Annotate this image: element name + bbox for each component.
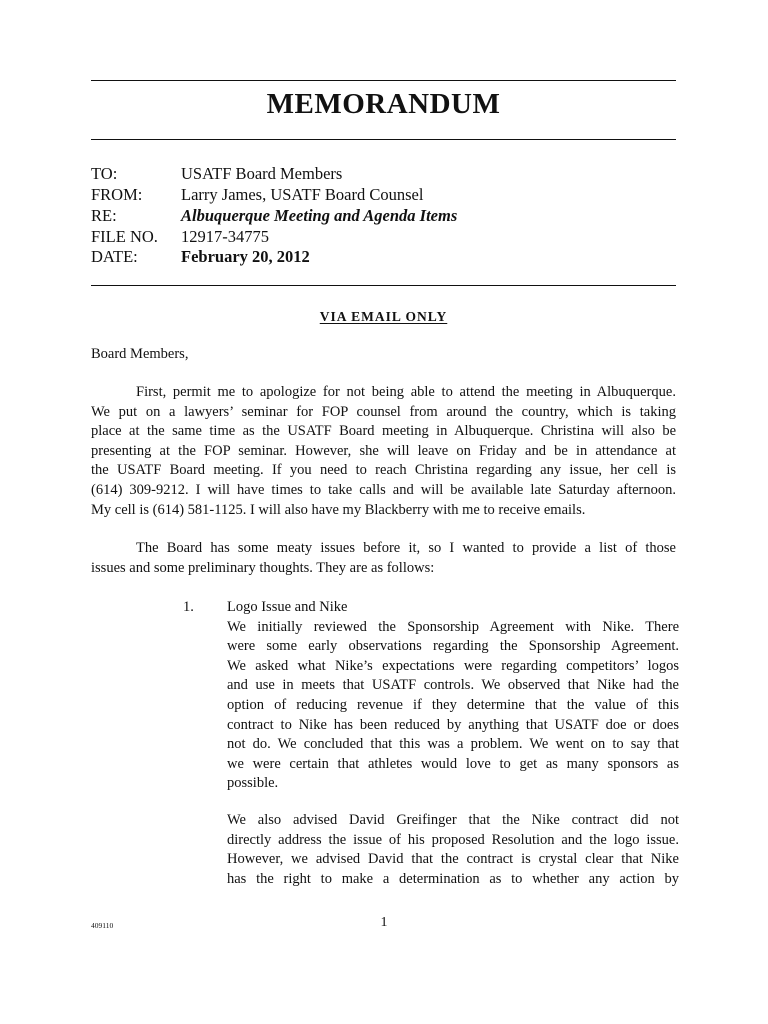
item-1-block-b (227, 811, 679, 889)
header-file-no-value: 12917-34775 (181, 227, 269, 246)
header-file-no-label: FILE NO. (91, 227, 158, 246)
paragraph-2 (91, 539, 676, 578)
top-rule (91, 80, 676, 81)
header-date (91, 246, 310, 267)
header-re-value: Albuquerque Meeting and Agenda Items (181, 206, 458, 225)
item-1-heading: Logo Issue and Nike (227, 599, 348, 615)
page-number: 1 (380, 915, 388, 930)
title-bottom-rule (91, 139, 676, 140)
item-1-line: has the right to make a determination as to whether any action by (227, 870, 679, 887)
item-1-line: possible. (227, 775, 279, 792)
header-re (91, 205, 457, 226)
document-code: 409110 (91, 921, 114, 930)
delivery-method-text: VIA EMAIL ONLY (319, 309, 448, 324)
item-1-line: option of reducing revenue if they determine that the value of this (227, 696, 679, 713)
item-1-line: we were certain that athletes would love to get as many sponsors as (227, 755, 679, 772)
header-bottom-rule (91, 285, 676, 286)
header-date-label: DATE: (91, 247, 138, 266)
item-1-line: We asked what Nike’s expectations were regarding competitors’ logos (227, 657, 679, 674)
header-from-label: FROM: (91, 185, 143, 204)
paragraph-1 (91, 383, 676, 520)
item-1-line: directly address the issue of his proposed Resolution and the logo issue. (227, 831, 679, 848)
delivery-method (91, 307, 676, 327)
paragraph-2-line: issues and some preliminary thoughts. They are as follows: (91, 559, 435, 576)
salutation: Board Members, (91, 346, 189, 362)
paragraph-1-line: First, permit me to apologize for not being able to attend the meeting in Albuquerque. (136, 384, 676, 400)
item-1-line: and use in meets that USATF controls. We observed that Nike had the (227, 677, 679, 694)
header-to-value: USATF Board Members (181, 164, 343, 183)
header-date-value: February 20, 2012 (181, 247, 310, 266)
paragraph-1-line: the USATF Board meeting. If you need to reach Christina regarding any issue, her cell is (91, 462, 676, 479)
item-1-line: However, we advised David that the contract is crystal clear that Nike (227, 851, 679, 868)
memo-title: MEMORANDUM (266, 88, 501, 120)
paragraph-1-line: We put on a lawyers’ seminar for FOP counsel from around the country, which is taking (91, 403, 676, 420)
header-to (91, 163, 342, 184)
item-1-line: contract to Nike has been reduced by anything that USATF doe or does (227, 716, 679, 733)
header-file-no (91, 226, 269, 247)
header-to-label: TO: (91, 164, 118, 183)
item-1-line: We also advised David Greifinger that the Nike contract did not (227, 812, 679, 828)
item-1-line: were some early observations regarding the Sponsorship Agreement. (227, 638, 679, 655)
item-1-line: We initially reviewed the Sponsorship Agreement with Nike. There (227, 618, 679, 635)
item-1-block-a (227, 598, 679, 794)
header-re-label: RE: (91, 206, 117, 225)
paragraph-1-line: (614) 309-9212. I will have times to take calls and will be available late Saturday afternoon. (91, 481, 676, 498)
paragraph-1-line: place at the same time as the USATF Board meeting in Albuquerque. Christina will also be (91, 423, 676, 440)
header-from-value: Larry James, USATF Board Counsel (181, 185, 424, 204)
item-1-line: not do. We concluded that this was a problem. We went on to say that (227, 736, 679, 753)
paragraph-1-line: My cell is (614) 581-1125. I will also have my Blackberry with me to receive emails. (91, 501, 586, 518)
item-1-number: 1. (183, 599, 194, 615)
paragraph-2-line: The Board has some meaty issues before it, so I wanted to provide a list of those (136, 540, 676, 556)
header-from (91, 184, 423, 205)
paragraph-1-line: presenting at the FOP seminar. However, she will leave on Friday and be in attendance at (91, 442, 676, 459)
